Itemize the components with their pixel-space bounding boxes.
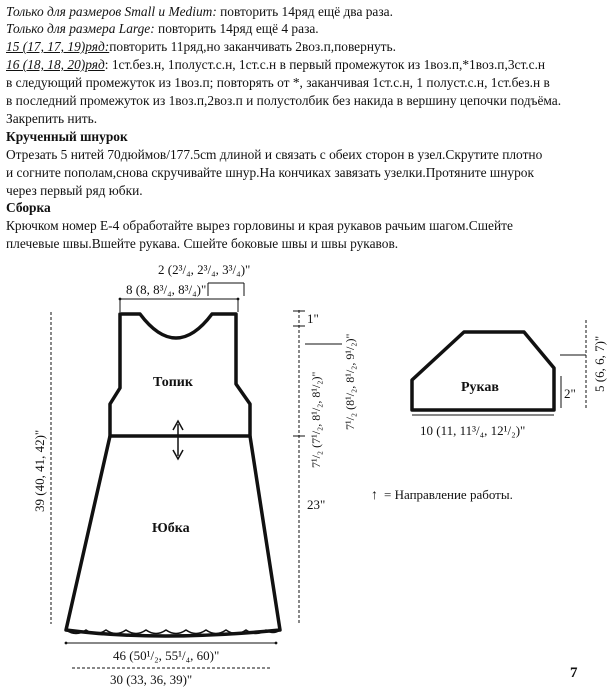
sleeve-width-label: 10 (11, 11³/₄, 12¹/₂)": [420, 423, 526, 438]
size-label-large: Только для размера Large:: [6, 21, 155, 36]
skirt-length-label: 23": [307, 497, 326, 512]
total-length-label: 39 (40, 41, 42)": [32, 429, 47, 512]
top-label: Топик: [153, 375, 193, 390]
neck-width-label: 2 (2³/₄, 2³/₄, 3³/₄)": [158, 262, 251, 277]
instruction-small-medium: повторить 14ряд ещё два раза.: [216, 4, 393, 19]
hem-width-label: 46 (50¹/₂, 55¹/₄, 60)": [113, 648, 220, 663]
assembly-line-2: плечевые швы.Вшейте рукава. Сшейте боковые швы и швы рукавов.: [6, 236, 399, 251]
instruction-large: повторить 14ряд ещё 4 раза.: [154, 21, 319, 36]
shoulder-depth-label: 1": [307, 311, 319, 326]
cord-line-2: и согните пополам,снова скручивайте шнур.На кончиках завязать узелки.Протяните шнурок: [6, 165, 534, 180]
row-16-line-4: Закрепить нить.: [6, 111, 98, 126]
sleeve-depth-label: 2": [564, 386, 576, 401]
sleeve-shape: [412, 332, 554, 410]
skirt-shape: [66, 436, 280, 636]
bodice-depth-label: 7¹/₂ (7¹/₂, 8¹/₂, 8¹/₂)": [309, 371, 323, 468]
sleeve-label: Рукав: [461, 380, 499, 395]
bottom-width-label: 30 (33, 36, 39)": [110, 672, 193, 687]
cord-line-1: Отрезать 5 нитей 70дюймов/177.5cm длиной и связать с обеих сторон в узел.Скрутите плотно: [6, 147, 543, 162]
legend-text: = Направление работы.: [384, 487, 513, 502]
page-number: 7: [570, 665, 578, 681]
row-16-line-3: в последний промежуток из 1воз.п,2воз.п и полустолбик без накида в вершину цепочки подъёма.: [6, 93, 562, 108]
row-15-label: 15 (17, 17, 19)ряд:: [6, 39, 110, 54]
row-16-text-1: : 1ст.без.н, 1полуст.с.н, 1ст.с.н в первый промежуток из 1воз.п,*1воз.п,3ст.с.н: [104, 57, 546, 72]
sleeve-height-label: 5 (6, 6, 7)": [592, 335, 607, 392]
top-width-label: 8 (8, 8³/₄, 8³/₄)": [126, 282, 207, 297]
assembly-line-1: Крючком номер E-4 обработайте вырез горловины и края рукавов рачьим шагом.Сшейте: [6, 218, 513, 233]
row-16-line-2: в следующий промежуток из 1воз.п; повторять от *, заканчивая 1ст.с.н, 1 полуст.с.н, 1ст.без.н в: [6, 75, 550, 90]
row-15-text: повторить 11ряд,но заканчивать 2воз.п,повернуть.: [109, 39, 396, 54]
size-label-small-medium: Только для размеров Small и Medium:: [6, 4, 217, 19]
row-16-label: 16 (18, 18, 20)ряд: [6, 57, 105, 72]
cord-heading: Крученный шнурок: [6, 129, 128, 144]
armhole-depth-label: 7¹/₂ (8¹/₂, 8¹/₂, 9¹/₂)": [343, 333, 357, 430]
cord-line-3: через первый ряд юбки.: [6, 183, 143, 198]
legend-arrow-icon: ↑: [371, 488, 378, 503]
assembly-heading: Сборка: [6, 200, 51, 215]
skirt-label: Юбка: [152, 521, 190, 536]
